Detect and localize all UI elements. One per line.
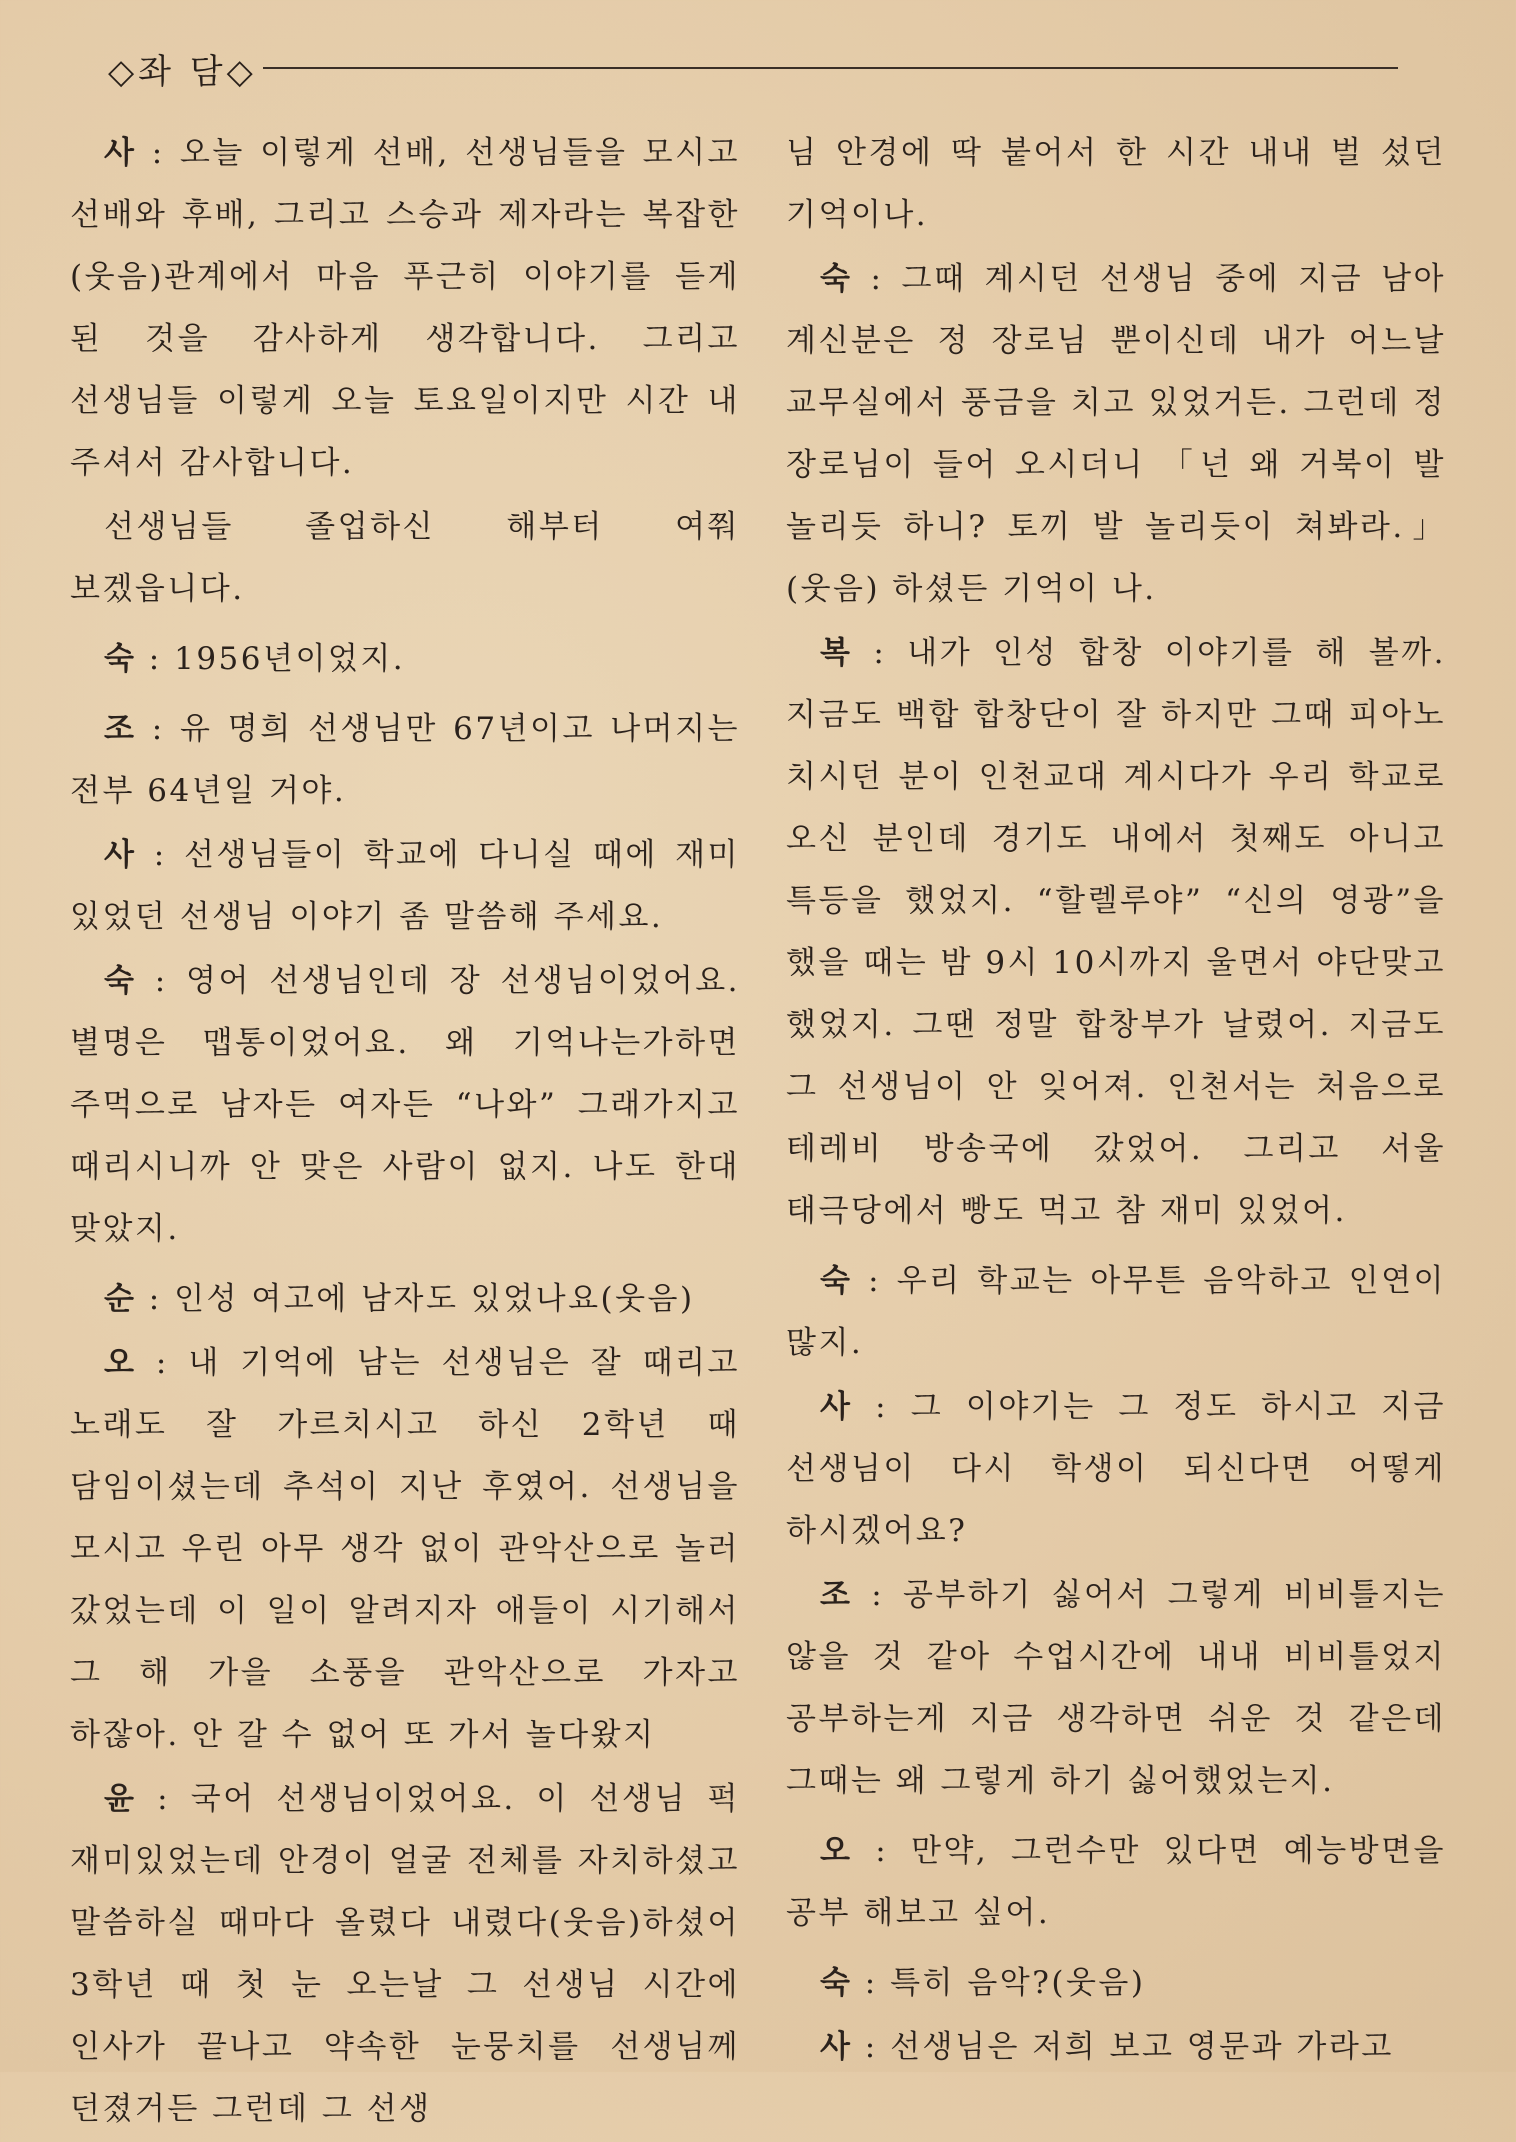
paragraph (70, 1768, 740, 2140)
paragraph-text: 만약, 그런수만 있다면 예능방면을 공부 해보고 싶어. (786, 1833, 1446, 1931)
paragraph-text: 우리 학교는 아무튼 음악하고 인연이 많지. (786, 1263, 1446, 1361)
speaker-label: 숙 (820, 261, 853, 297)
speaker-label: 사 (104, 135, 137, 171)
paragraph-text: 오늘 이렇게 선배, 선생님들을 모시고 선배와 후배, 그리고 스승과 제자라는 복잡한(웃음)관계에서 마음 푸근히 이야기를 듣게 된 것을 감사하게 생각합니다. 그리고 선생님들 이렇게 오늘 토요일이지만 시간 내 주셔서 감사합니다. (70, 135, 740, 481)
speaker-separator: : (852, 261, 902, 297)
speaker-separator: : (852, 1833, 911, 1869)
paragraph-text: 선생님은 저희 보고 영문과 가라고 (890, 2029, 1394, 2065)
paragraph-text: 그때 계시던 선생님 중에 지금 남아 계신분은 정 장로님 뿐이신데 내가 어느날 교무실에서 풍금을 치고 있었거든. 그런데 정 장로님이 들어 오시더니 「넌 왜 거북이 발 놀리듯 하니? 토끼 발 놀리듯이 쳐봐라.」(웃음) 하셨든 기억이 나. (786, 261, 1446, 607)
paragraph-text: 1956년이었지. (174, 641, 406, 677)
speaker-separator: : (136, 837, 185, 873)
paragraph-text: 선생님들이 학교에 다니실 때에 재미 있었던 선생님 이야기 좀 말씀해 주세요. (70, 837, 741, 935)
speaker-separator: : (852, 635, 908, 671)
paragraph-text: 그 이야기는 그 정도 하시고 지금 선생님이 다시 학생이 되신다면 어떻게 하시겠어요? (786, 1389, 1446, 1549)
speaker-separator: : (852, 1965, 891, 2001)
speaker-separator: : (852, 1389, 911, 1425)
paragraph-text: 내 기억에 남는 선생님은 잘 때리고 노래도 잘 가르치시고 하신 2학년 때 담임이셨는데 추석이 지난 후였어. 선생님을 모시고 우린 아무 생각 없이 관악산으로 놀러 갔었는데 이 일이 알려지자 애들이 시기해서 그 해 가을 소풍을 관악산으로 가자고 하잖아. 안 갈 수 없어 또 가서 놀다왔지 (70, 1345, 740, 1753)
paragraph (786, 622, 1446, 1242)
paragraph-text: 선생님들 졸업하신 해부터 여쭤 보겠읍니다. (70, 509, 740, 607)
paragraph-text: 내가 인성 합창 이야기를 해 볼까. 지금도 백합 합창단이 잘 하지만 그때 피아노 치시던 분이 인천교대 계시다가 우리 학교로 오신 분인데 경기도 내에서 첫째도 아니고 특등을 했었지. “할렐루야” “신의 영광”을 했을 때는 밤 9시 10시까지 울면서 야단맞고 했었지. 그땐 정말 합창부가 날렸어. 지금도 그 선생님이 안 잊어져. 인천서는 처음으로 테레비 방송국에 갔었어. 그리고 서울 태극당에서 빵도 먹고 참 재미 있었어. (786, 635, 1447, 1229)
speaker-label: 사 (820, 1389, 853, 1425)
paragraph-text: 유 명희 선생님만 67년이고 나머지는 전부 64년일 거야. (70, 711, 741, 809)
paragraph (786, 248, 1446, 620)
speaker-label: 오 (104, 1345, 137, 1381)
header-rule (263, 67, 1398, 69)
speaker-separator: : (136, 963, 187, 999)
speaker-separator: : (136, 1345, 189, 1381)
right-column (786, 122, 1446, 2080)
paragraph (70, 496, 740, 620)
paragraph (786, 2016, 1446, 2078)
paragraph-text: 영어 선생님인데 장 선생님이었어요. 별명은 맵통이었어요. 왜 기억나는가하면 주먹으로 남자든 여자든 “나와” 그래가지고 때리시니까 안 맞은 사람이 없지. 나도 한대 맞았지. (70, 963, 741, 1247)
paragraph (70, 698, 740, 822)
paragraph (786, 1250, 1446, 1374)
speaker-separator: : (136, 1781, 191, 1817)
paragraph-text: 국어 선생님이었어요. 이 선생님 퍽 재미있었는데 안경이 얼굴 전체를 자치하셨고 말씀하실 때마다 올렸다 내렸다(웃음)하셨어 3학년 때 첫 눈 오는날 그 선생님 시간에 인사가 끝나고 약속한 눈뭉치를 선생님께 던졌거든 그런데 그 선생 (70, 1781, 740, 2127)
paragraph-text: 공부하기 싫어서 그렇게 비비틀지는 않을 것 같아 수업시간에 내내 비비틀었지 공부하는게 지금 생각하면 쉬운 것 같은데 그때는 왜 그렇게 하기 싫어했었는지. (786, 1577, 1446, 1799)
speaker-separator: : (136, 135, 180, 171)
paragraph (70, 950, 740, 1260)
paragraph (70, 1332, 740, 1766)
speaker-separator: : (136, 711, 181, 747)
speaker-label: 조 (104, 711, 137, 747)
paragraph (786, 1564, 1446, 1812)
paragraph (70, 824, 740, 948)
paragraph (70, 122, 740, 494)
speaker-label: 조 (820, 1577, 853, 1613)
speaker-label: 윤 (104, 1781, 137, 1817)
speaker-label: 복 (820, 635, 853, 671)
speaker-separator: : (136, 641, 175, 677)
speaker-label: 순 (104, 1281, 137, 1317)
speaker-label: 사 (820, 2029, 853, 2065)
paragraph-text: 특히 음악?(웃음) (890, 1965, 1146, 2001)
paragraph (70, 628, 740, 690)
paragraph (786, 1952, 1446, 2014)
paragraph (786, 1820, 1446, 1944)
page-header (108, 46, 1398, 90)
speaker-separator: : (852, 2029, 891, 2065)
speaker-label: 숙 (104, 641, 137, 677)
paragraph (786, 1376, 1446, 1562)
paragraph-text: 님 안경에 딱 붙어서 한 시간 내내 벌 섰던 기억이나. (786, 135, 1446, 233)
paragraph-text: 인성 여고에 남자도 있었나요(웃음) (174, 1281, 695, 1317)
speaker-label: 사 (104, 837, 137, 873)
speaker-separator: : (136, 1281, 175, 1317)
left-column (70, 122, 740, 2142)
speaker-separator: : (852, 1577, 903, 1613)
speaker-label: 숙 (104, 963, 137, 999)
paragraph (70, 1268, 740, 1330)
speaker-label: 오 (820, 1833, 853, 1869)
section-title: ◇좌 담◇ (108, 51, 257, 92)
paragraph (786, 122, 1446, 246)
speaker-separator: : (852, 1263, 897, 1299)
speaker-label: 숙 (820, 1965, 853, 2001)
speaker-label: 숙 (820, 1263, 853, 1299)
